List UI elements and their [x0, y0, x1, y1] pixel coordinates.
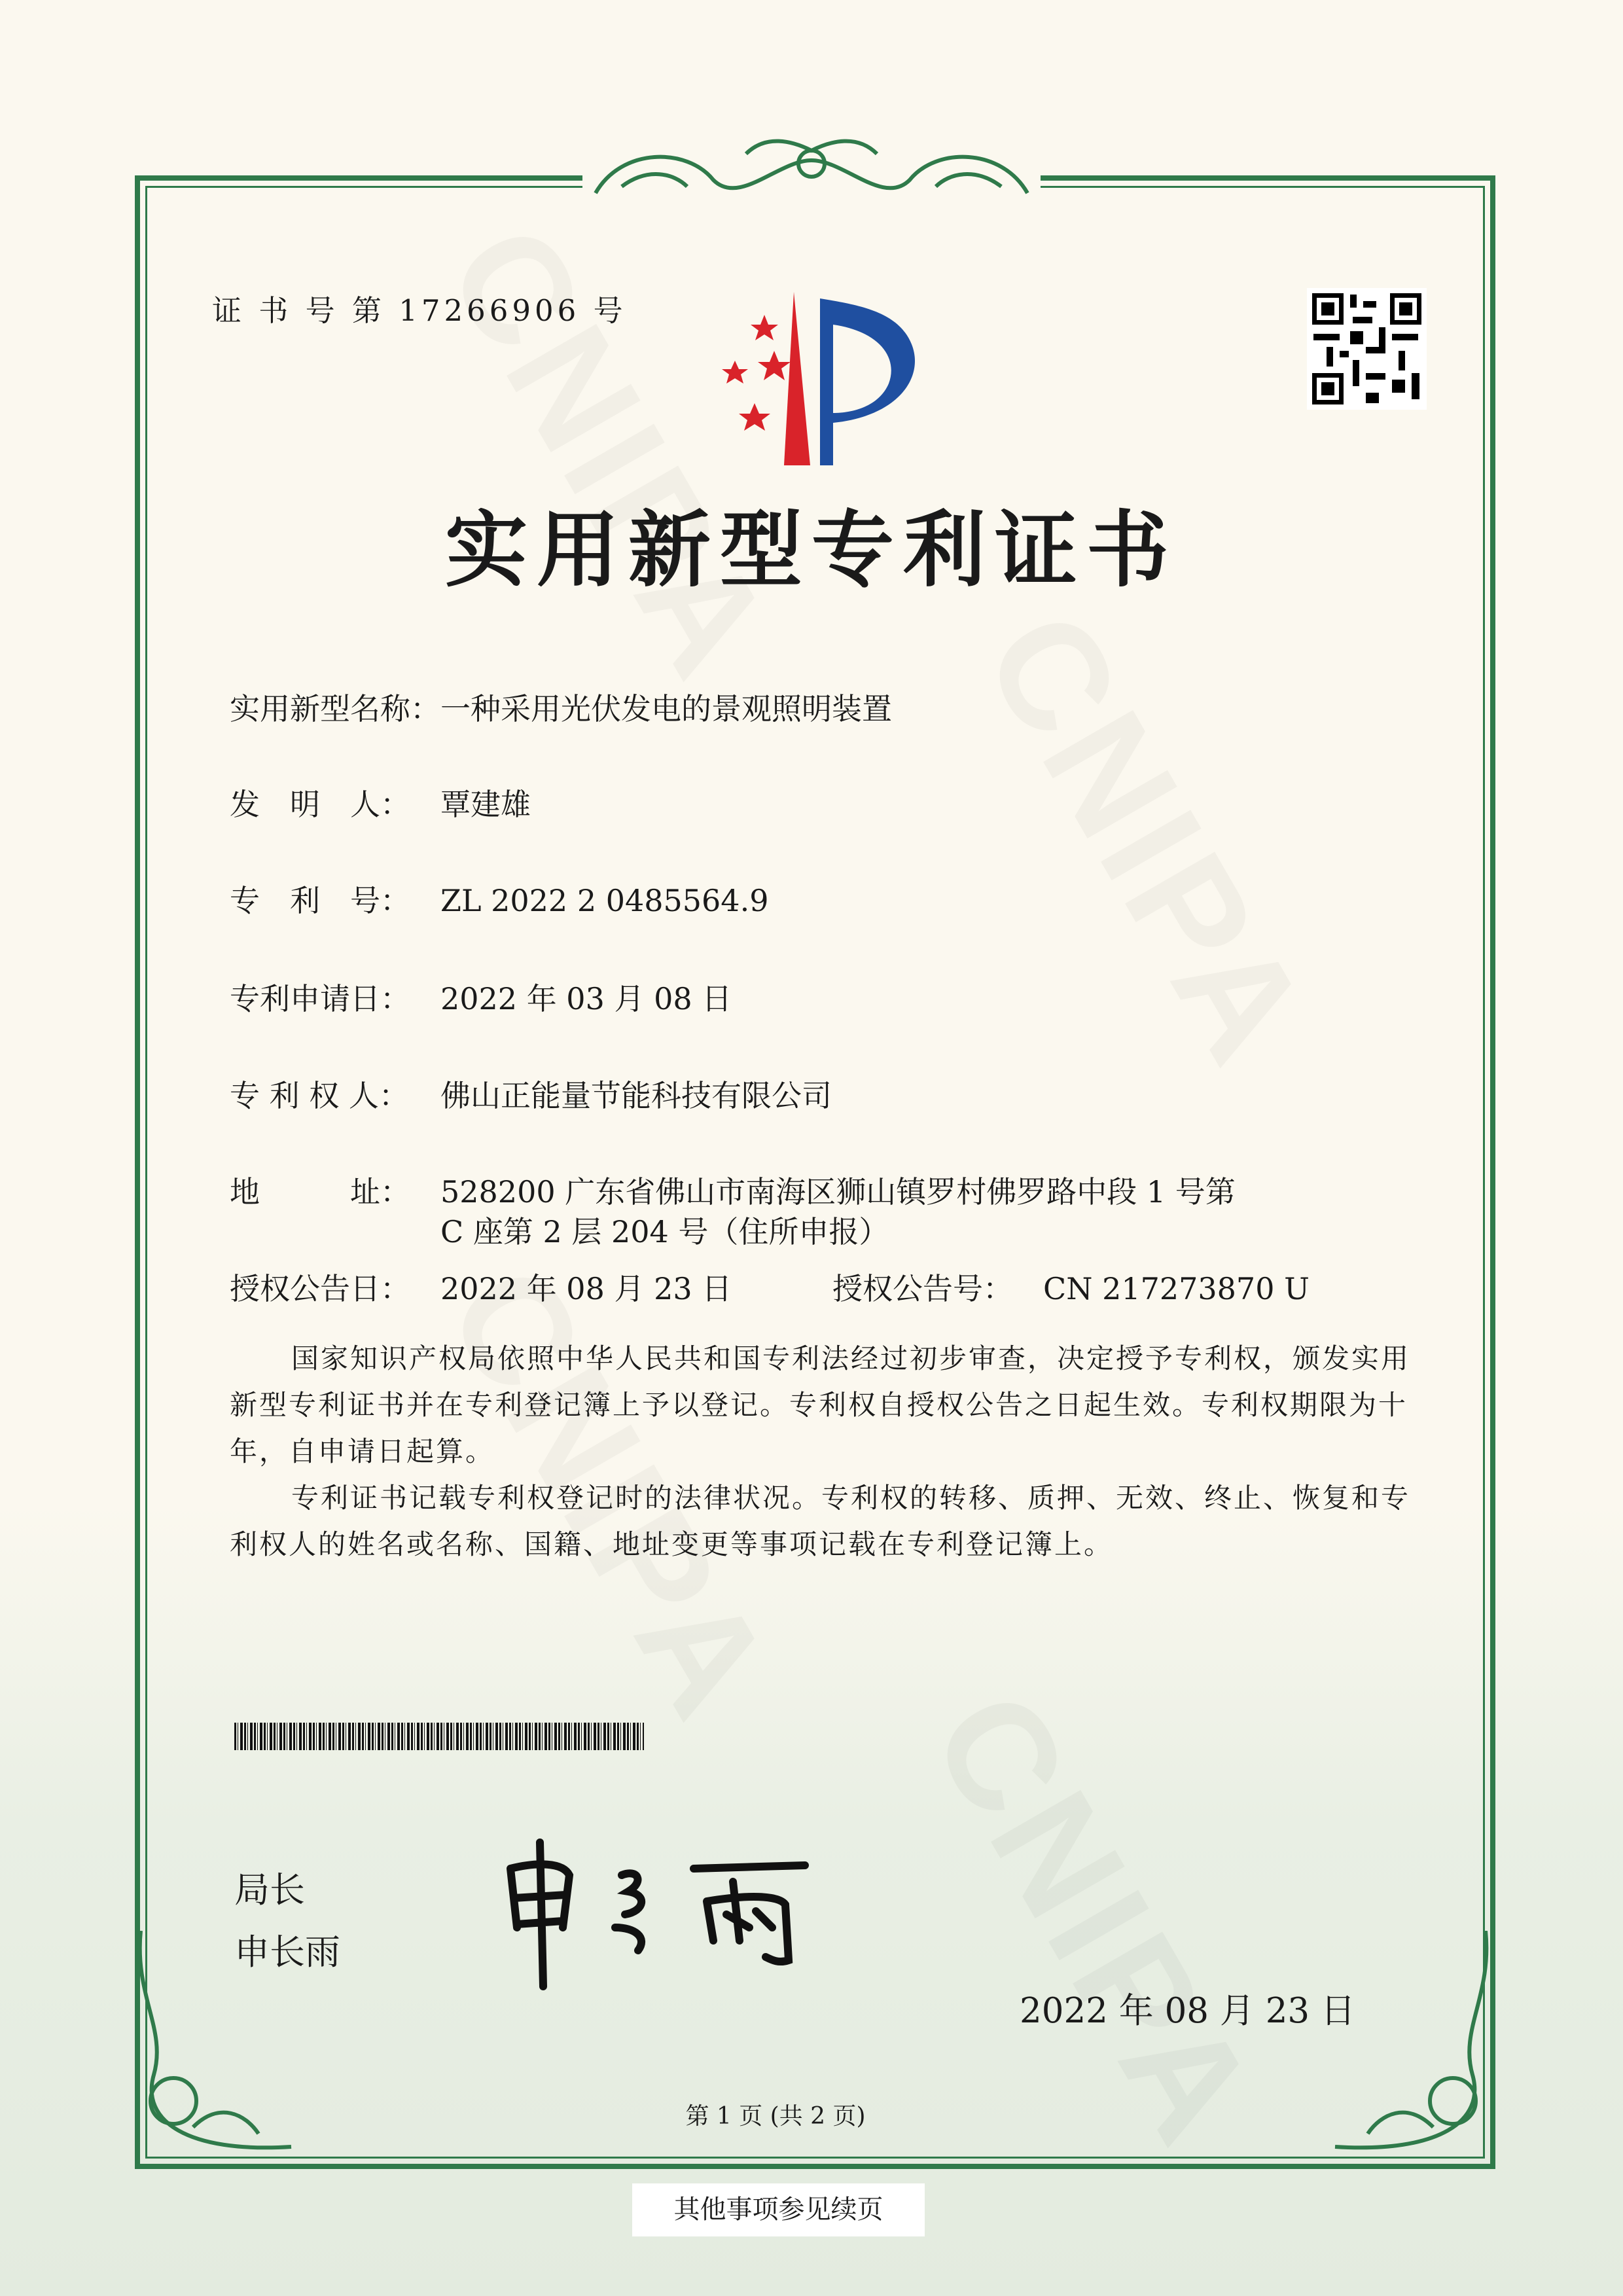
field-value: 2022 年 08 月 23 日	[440, 1271, 732, 1306]
field-inventor	[230, 781, 531, 824]
page-indicator: 第 1 页 (共 2 页)	[685, 2103, 866, 2130]
field-value: ZL 2022 2 0485564.9	[440, 883, 769, 918]
field-label: 实用新型名称：	[230, 691, 440, 726]
field-label: 授权公告号：	[832, 1271, 1013, 1306]
field-label: 地 址：	[230, 1174, 410, 1210]
statement-text	[230, 1335, 1434, 1568]
field-patentee	[230, 1072, 832, 1115]
issue-date: 2022 年 08 月 23 日	[1020, 1991, 1355, 2031]
top-ornament	[582, 134, 1041, 219]
field-grant-publication-number	[832, 1265, 1310, 1308]
field-label: 专 利 号：	[230, 883, 410, 918]
corner-ornament-right	[1329, 1931, 1499, 2166]
field-application-date	[230, 975, 732, 1018]
footer-note: 其他事项参见续页	[632, 2183, 925, 2236]
field-address	[230, 1168, 1236, 1211]
field-value: CN 217273870 U	[1043, 1271, 1310, 1306]
field-label: 授权公告日：	[230, 1271, 410, 1306]
qr-code	[1307, 288, 1427, 410]
field-value: 覃建雄	[440, 787, 531, 822]
signatory-title: 局长	[234, 1869, 305, 1910]
field-patent-number	[230, 877, 768, 920]
field-address-line2: C 座第 2 层 204 号（住所申报）	[440, 1214, 889, 1249]
field-design-name	[230, 685, 892, 728]
barcode	[234, 1723, 644, 1750]
field-value: 一种采用光伏发电的景观照明装置	[440, 691, 892, 726]
statement-paragraph: 国家知识产权局依照中华人民共和国专利法经过初步审查，决定授予专利权，颁发实用新型专利证书并在专利登记簿上予以登记。专利权自授权公告之日起生效。专利权期限为十年，自申请日起算。	[230, 1342, 1411, 1467]
field-label: 发 明 人：	[230, 787, 410, 822]
field-value: 528200 广东省佛山市南海区狮山镇罗村佛罗路中段 1 号第	[440, 1174, 1236, 1210]
certificate-number: 证 书 号 第 17266906 号	[212, 293, 627, 328]
field-value: 2022 年 03 月 08 日	[440, 981, 732, 1016]
certificate-title: 实用新型专利证书	[445, 501, 1178, 598]
field-label: 专利申请日：	[230, 981, 410, 1016]
statement-paragraph: 专利证书记载专利权登记时的法律状况。专利权的转移、质押、无效、终止、恢复和专利权人的姓名或名称、国籍、地址变更等事项记载在专利登记簿上。	[230, 1482, 1411, 1560]
field-label: 专 利 权 人：	[230, 1078, 409, 1113]
handwritten-signature	[497, 1829, 838, 1993]
cnipa-emblem-logo	[702, 285, 931, 469]
field-grant-date	[230, 1265, 732, 1308]
field-value: 佛山正能量节能科技有限公司	[440, 1078, 832, 1113]
signatory-name: 申长雨	[234, 1931, 340, 1973]
